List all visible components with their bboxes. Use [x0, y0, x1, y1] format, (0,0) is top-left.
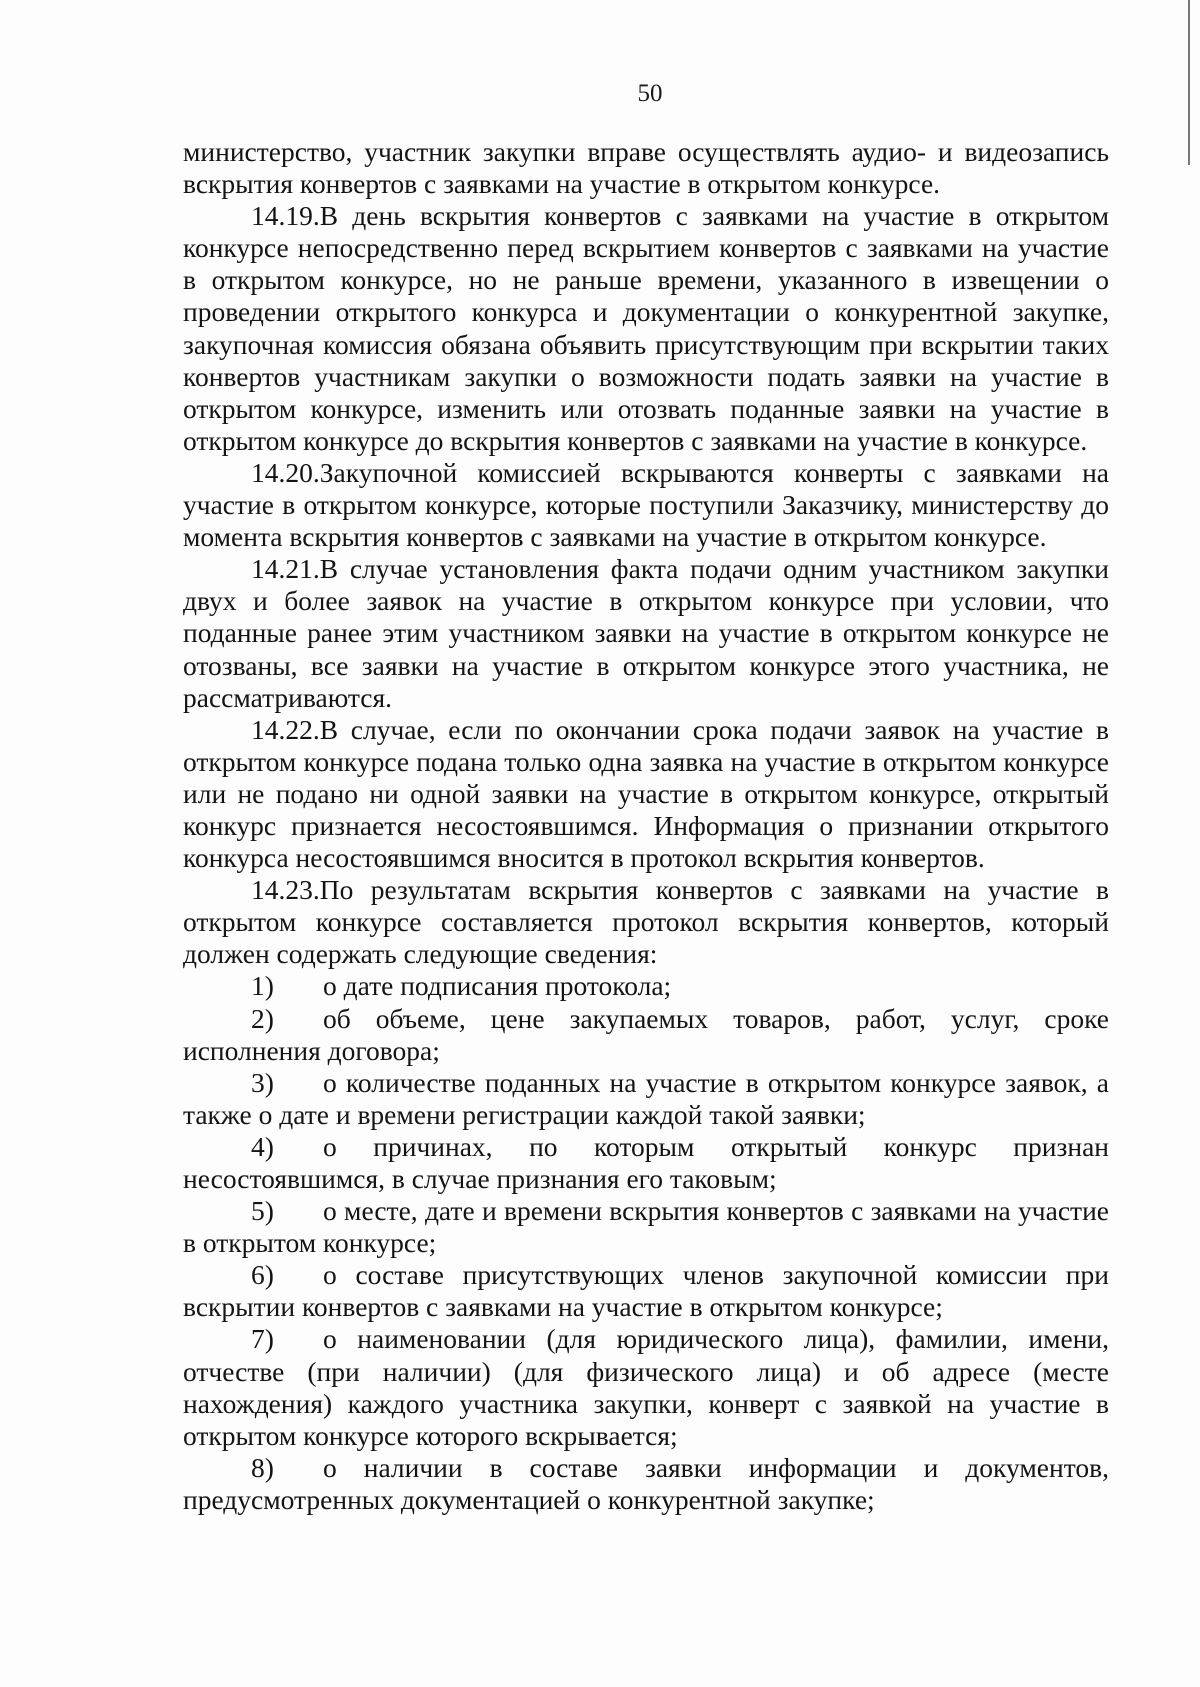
list-item [183, 1259, 1109, 1323]
document-body [183, 136, 1109, 1516]
list-item-number: 5) [251, 1195, 274, 1227]
list-item-text: о причинах, по которым открытый конкурс признан несостоявшимся, в случае признания его таковым; [183, 1130, 1109, 1194]
list-item [183, 1003, 1109, 1067]
list-item-text: о наличии в составе заявки информации и документов, предусмотренных документацией о конкурентной закупке; [183, 1451, 1109, 1515]
list-item-number: 2) [251, 1002, 274, 1034]
list-item-number: 4) [251, 1130, 274, 1162]
list-item-number: 7) [251, 1323, 274, 1355]
paragraph-14-20: 14.20.Закупочной комиссией вскрываются конверты с заявками на участие в открытом конкурсе, которые поступили Заказчику, министерству до момента вскрытия конвертов с заявками на участие в открытом конкурсе. [183, 456, 1109, 553]
page-number: 50 [637, 80, 663, 107]
list-item-text: о составе присутствующих членов закупочной комиссии при вскрытии конвертов с заявками на участие в открытом конкурсе; [183, 1259, 1109, 1323]
paragraph-14-23: 14.23.По результатам вскрытия конвертов с заявками на участие в открытом конкурсе составляется протокол вскрытия конвертов, который должен содержать следующие сведения: [183, 874, 1109, 970]
list-item-text: об объеме, цене закупаемых товаров, работ, услуг, сроке исполнения договора; [183, 1002, 1109, 1066]
list-item-text: о месте, дате и времени вскрытия конвертов с заявками на участие в открытом конкурсе; [183, 1195, 1109, 1259]
list-item [183, 1452, 1109, 1516]
list-item-text: о количестве поданных на участие в открытом конкурсе заявок, а также о дате и времени регистрации каждой такой заявки; [183, 1066, 1109, 1130]
list-item-text: о наименовании (для юридического лица), фамилии, имени, отчестве (при наличии) (для физического лица) и об адресе (месте нахождения) каждого участника закупки, конверт с заявкой на участие в открытом конкурсе которого вскрывается; [183, 1323, 1109, 1451]
paragraph-14-21: 14.21.В случае установления факта подачи одним участником закупки двух и более заявок на участие в открытом конкурсе при условии, что поданные ранее этим участником заявки на участие в открытом конкурсе не отозваны, все заявки на участие в открытом конкурсе этого участника, не рассматриваются. [183, 553, 1109, 713]
paragraph-continuation: министерство, участник закупки вправе осуществлять аудио- и видеозапись вскрытия конвертов с заявками на участие в открытом конкурсе. [183, 136, 1109, 200]
paragraph-14-22: 14.22.В случае, если по окончании срока подачи заявок на участие в открытом конкурсе подана только одна заявка на участие в открытом конкурсе или не подано ни одной заявки на участие в открытом конкурсе, открытый конкурс признается несостоявшимся. Информация о признании открытого конкурса несостоявшимся вносится в протокол вскрытия конвертов. [183, 713, 1109, 874]
list-item-text: о дате подписания протокола; [323, 970, 672, 1002]
list-item [183, 970, 1109, 1002]
list-item [183, 1323, 1109, 1451]
list-item-number: 1) [251, 970, 274, 1002]
list-item-number: 3) [251, 1066, 274, 1098]
list-item [183, 1131, 1109, 1195]
list-item-number: 8) [251, 1451, 274, 1483]
paragraph-14-19: 14.19.В день вскрытия конвертов с заявками на участие в открытом конкурсе непосредственно перед вскрытием конвертов с заявками на участие в открытом конкурсе, но не раньше времени, указанного в извещении о проведении открытого конкурса и документации о конкурентной закупке, закупочная комиссия обязана объявить присутствующим при вскрытии таких конвертов участникам закупки о возможности подать заявки на участие в открытом конкурсе, изменить или отозвать поданные заявки на участие в открытом конкурсе до вскрытия конвертов с заявками на участие в конкурсе. [183, 200, 1109, 456]
list-item-number: 6) [251, 1259, 274, 1291]
list-item [183, 1195, 1109, 1259]
list-item [183, 1067, 1109, 1131]
